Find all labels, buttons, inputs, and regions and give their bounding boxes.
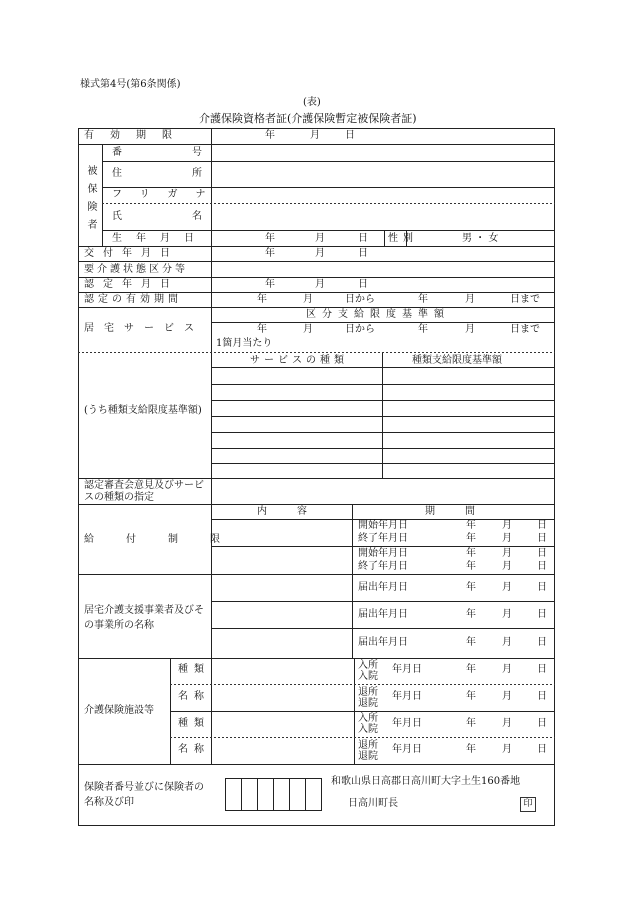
discharge-year-2: 年 [466, 744, 476, 755]
insurer-address: 和歌山県日高郡日高川町大字土生160番地 [331, 776, 521, 787]
home-from-month: 月 [303, 324, 313, 335]
notify-day-1: 日 [537, 582, 547, 593]
insurer-number-boxes [226, 778, 322, 811]
care-support-label: 居宅介護支援事業者及びその事業所の名称 [84, 605, 204, 631]
discharge-month-1: 月 [502, 691, 512, 702]
benefit-start-month-1: 月 [502, 520, 512, 531]
admission-label-1: 入所入院 [358, 660, 378, 682]
birth-year: 年 [265, 233, 275, 244]
insurer-label: 保険者番号並びに保険者の名称及び印 [84, 782, 204, 808]
benefit-end-label-2: 終了年月日 [358, 561, 408, 572]
validity-label [84, 131, 206, 141]
side-indicator: (表) [303, 97, 321, 108]
birth-month: 月 [315, 233, 325, 244]
issue-year: 年 [265, 248, 275, 259]
insured-address-label: 住所 [112, 168, 272, 179]
benefit-end-month-2: 月 [502, 561, 512, 572]
notify-label-1: 届出年月日 [358, 582, 408, 593]
insured-name-label: 氏名 [112, 211, 272, 222]
benefit-start-label-1: 開始年月日 [358, 520, 408, 531]
benefit-start-label-2: 開始年月日 [358, 548, 408, 559]
cert-period-from-year: 年 [257, 294, 267, 305]
form-number: 様式第4号(第6条関係) [80, 79, 181, 90]
benefit-end-month-1: 月 [502, 533, 512, 544]
facility-type-label-2: 種類 [178, 718, 210, 729]
admission-date-1: 年月日 [392, 664, 422, 675]
cert-period-from-day: 日から [345, 294, 375, 305]
notify-label-2: 届出年月日 [358, 609, 408, 620]
home-to-day: 日まで [510, 324, 540, 335]
discharge-label-2: 退所退院 [358, 740, 378, 762]
issue-day: 日 [358, 248, 368, 259]
birth-day: 日 [358, 233, 368, 244]
benefit-start-day-1: 日 [537, 520, 547, 531]
discharge-day-1: 日 [537, 691, 547, 702]
validity-label-text: 有効期限 [84, 130, 188, 141]
issue-month: 月 [315, 248, 325, 259]
notify-year-2: 年 [466, 609, 476, 620]
cert-day: 日 [358, 279, 368, 290]
notify-label-3: 届出年月日 [358, 637, 408, 648]
care-level-label: 要介護状態区分等 [84, 264, 188, 275]
benefit-period-header: 期間 [425, 506, 505, 517]
discharge-date-1: 年月日 [392, 691, 422, 702]
home-to-year: 年 [418, 324, 428, 335]
benefit-end-year-2: 年 [466, 561, 476, 572]
limit-header: 区分支給限度基準額 [306, 309, 450, 320]
benefit-limit-label: 給付制限 [84, 534, 252, 545]
sex-value: 男 ・ 女 [462, 233, 499, 244]
cert-period-from-month: 月 [303, 294, 313, 305]
cert-period-to-month: 月 [465, 294, 475, 305]
home-service-label: 居宅サービス [84, 323, 204, 334]
issue-date-label: 交付年月日 [84, 248, 179, 259]
benefit-content-header: 内容 [257, 506, 337, 517]
notify-month-1: 月 [502, 582, 512, 593]
service-type-header: サービスの種類 [250, 355, 348, 366]
admission-day-1: 日 [537, 664, 547, 675]
type-limit-sub-label: (うち種類支給限度基準額) [84, 405, 202, 416]
cert-period-label: 認定の有効期間 [84, 294, 182, 305]
admission-month-2: 月 [502, 718, 512, 729]
admission-month-1: 月 [502, 664, 512, 675]
type-limit-header: 種類支給限度基準額 [412, 355, 502, 366]
benefit-start-year-2: 年 [466, 548, 476, 559]
validity-month: 月 [310, 130, 320, 141]
benefit-end-day-1: 日 [537, 533, 547, 544]
facility-name-label-2: 名称 [178, 744, 210, 755]
discharge-day-2: 日 [537, 744, 547, 755]
seal-box: 印 [520, 797, 536, 812]
committee-label: 認定審査会意見及びサービスの種類の指定 [84, 480, 204, 503]
benefit-start-month-2: 月 [502, 548, 512, 559]
admission-year-1: 年 [466, 664, 476, 675]
discharge-label-1: 退所退院 [358, 687, 378, 709]
notify-month-2: 月 [502, 609, 512, 620]
benefit-start-year-1: 年 [466, 520, 476, 531]
insured-group-label [85, 165, 95, 237]
notify-year-3: 年 [466, 637, 476, 648]
page-title: 介護保険資格者証(介護保険暫定被保険者証) [199, 112, 417, 125]
insured-group-text: 被保険者 [85, 165, 96, 237]
cert-period-to-year: 年 [418, 294, 428, 305]
discharge-month-2: 月 [502, 744, 512, 755]
benefit-end-label-1: 終了年月日 [358, 533, 408, 544]
insured-number-label: 番号 [112, 147, 272, 158]
facility-name-label-1: 名称 [178, 691, 210, 702]
notify-year-1: 年 [466, 582, 476, 593]
cert-period-to-day: 日まで [510, 294, 540, 305]
insured-birth-label: 生年月日 [112, 233, 208, 244]
benefit-start-day-2: 日 [537, 548, 547, 559]
admission-date-2: 年月日 [392, 718, 422, 729]
cert-date-label: 認定年月日 [84, 279, 179, 290]
benefit-end-year-1: 年 [466, 533, 476, 544]
notify-day-2: 日 [537, 609, 547, 620]
home-to-month: 月 [465, 324, 475, 335]
insured-furigana-label: フリガナ [112, 189, 224, 200]
discharge-year-1: 年 [466, 691, 476, 702]
home-from-day: 日から [345, 324, 375, 335]
discharge-date-2: 年月日 [392, 744, 422, 755]
admission-year-2: 年 [466, 718, 476, 729]
notify-day-3: 日 [537, 637, 547, 648]
sex-label: 性別 [388, 233, 418, 244]
benefit-end-day-2: 日 [537, 561, 547, 572]
admission-label-2: 入所入院 [358, 713, 378, 735]
facility-label: 介護保険施設等 [84, 705, 154, 716]
notify-month-3: 月 [502, 637, 512, 648]
validity-day: 日 [345, 130, 355, 141]
cert-month: 月 [315, 279, 325, 290]
insurer-mayor: 日高川町長 [348, 798, 398, 809]
facility-type-label-1: 種類 [178, 664, 210, 675]
admission-day-2: 日 [537, 718, 547, 729]
cert-year: 年 [265, 279, 275, 290]
per-month-label: 1箇月当たり [216, 338, 273, 349]
validity-year: 年 [265, 130, 275, 141]
home-from-year: 年 [257, 324, 267, 335]
